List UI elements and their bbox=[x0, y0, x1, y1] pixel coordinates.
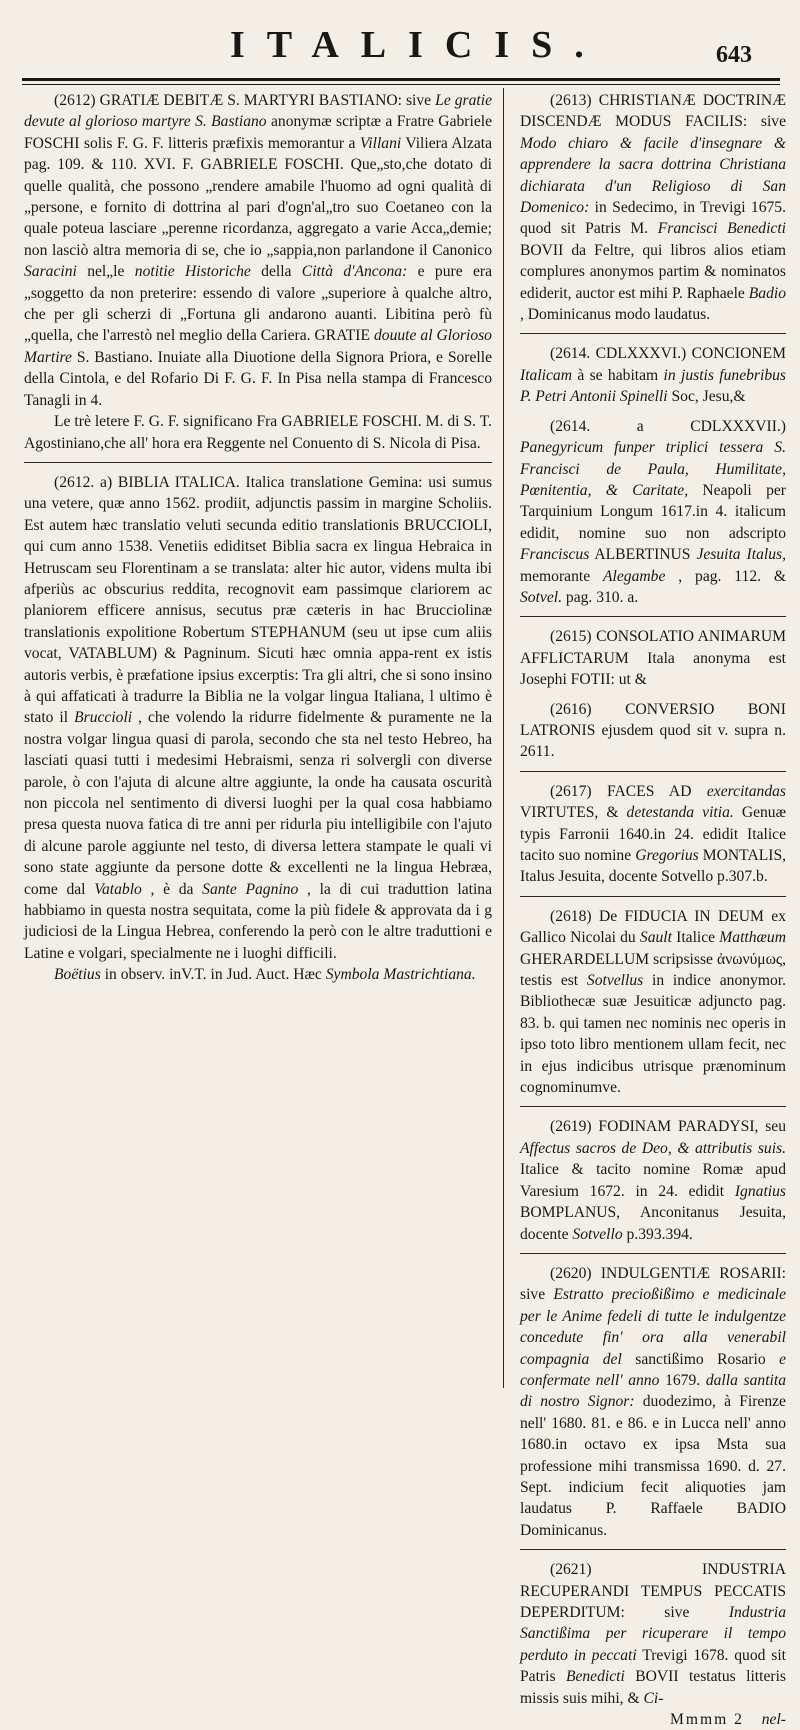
entry-2620: (2620) INDULGENTIÆ ROSARII: sive Estratto precioßißimo e medicinale per le Anime fedeli di tutte le indulgentze concedute fin' ora alla venerabil compagnia del sanctißimo Rosario e confermate nell' anno 1679. dalla santita di nostro Signor: duodezimo, à Firenze nell' 1680. 81. e 86. e in Lucca nell' anno 1680.in octavo ex ipsa Msta sua professione mihi transmissa 1690. d. 27. Sept. indicium fecit aliquoties jam laudatus P. Raffaele BADIO Dominicanus. bbox=[520, 1264, 787, 1539]
entry-2614: (2614. CDLXXXVI.) CONCIONEM Italicam à se habitam in justis funebribus P. Petri Antonii Spinelli Soc, Jesu,& bbox=[520, 345, 786, 406]
entry-divider bbox=[520, 616, 786, 617]
header-rule bbox=[22, 78, 780, 81]
entry-2617: (2617) FACES AD exercitandas VIRTUTES, & detestanda vitia. Genuæ typis Farronii 1640.in 24. edidit Italice tacito suo nomine Gregorius MONTALIS, Italus Jesuita, docente Sotvello p.307.b. bbox=[520, 782, 787, 886]
entry-number: (2619) bbox=[550, 1118, 592, 1136]
entry-number: (2621) bbox=[550, 1561, 592, 1579]
running-title: ITALICIS. bbox=[230, 24, 606, 66]
entry-note: Le trè letere F. G. F. significano Fra GABRIELE FOSCHI. M. di S. T. Agostiniano,che all' hora era Reggente nel Conuento di S. Nicola di Pisa. bbox=[24, 413, 492, 452]
entry-divider bbox=[520, 771, 786, 772]
entry-number: (2620) bbox=[550, 1264, 592, 1282]
entry-number: (2616) bbox=[550, 700, 592, 718]
entry-number: (2615) bbox=[550, 628, 592, 646]
entry-2612: (2612) GRATIÆ DEBITÆ S. MARTYRI BASTIANO: sive Le gratie devute al glorioso martyre S. Bastiano anonymæ scriptæ a Fratre Gabriele FOSCHI solis F. G. F. litteris præfixis memorantur a Villani Viliera Alzata pag. 109. & 110. XVI. F. GABRIELE FOSCHI. Que„sto,che dotato di quelle qualità, che possono „rendere amabile l'huomo ad ogni qualità di „persone, e fornito di dottrina al pari d'ogn'al„tro suo Coetaneo con la quale poteua lasciare „perenne ricordanza, aggregato a varie Acca„demie; non lasciò altra memoria di se, che io „sappia,non parlandone il Canonico Saracini nel„le notitie Historiche della Città d'Ancona: e pure era „soggetto da non preterire: essendo di valore „superiore à qualche altro, che per gli scherzi di „Fortuna gli andarono auanti. Libitina però fù „quella, che l'arrestò nel meglio della Cariera. GRATIE douute al Glorioso Martire S. Bastiano. Inuiate alla Diuotione della Signora Priora, e Sorelle della Cintola, e del Rofario Di F. G. F. In Pisa nella stampa di Francesco Tanagli in 4. Le trè letere F. G. F. significano Fra GABRIELE FOSCHI. M. di S. T. Agostiniano,che all' hora era Reggente nel Conuento di S. Nicola di Pisa. bbox=[24, 90, 492, 454]
entry-2614a: (2614. a CDLXXXVII.) Panegyricum funper triplici tessera S. Francisci de Paula, Humilitate, Pœnitentia, & Caritate, Neapoli per Tarquinium Longum 1617.in 4. italicum edidit, nomine suo non adscripto Franciscus ALBERTINUS Jesuita Italus, memorante Alegambe , pag. 112. & Sotvel. pag. 310. a. bbox=[520, 417, 786, 606]
column-divider bbox=[503, 88, 504, 1388]
entry-number: (2617) bbox=[550, 782, 592, 800]
right-column bbox=[520, 90, 786, 1730]
entry-2621: (2621) INDUSTRIA RECUPERANDI TEMPUS PECCATIS DEPERDITUM: sive Industria Sanctißima per ricuperare il tempo perduto in peccati Trevigi 1678. quod sit Patris Benedicti BOVII testatus litteris missis suis mihi, & Ci- Mmmm 2 nel- bbox=[520, 1559, 786, 1730]
entry-divider bbox=[520, 333, 786, 334]
entry-number: (2614. a bbox=[550, 417, 644, 435]
entry-2612a: (2612. a) BIBLIA ITALICA. Italica translatione Gemina: usi sumus una vetere, quæ anno 1562. prodiit, adjunctis passim in margine Scholiis. Est autem hæc translatio veluti secunda editio translationis BRUCCIOLI, qui cum anno 1538. Venetiis ediditset Biblia sacra ex lingua Hebraica in Hetruscam seu Florentinam a se translata: alter hic autor, videns multa ibi afperiùs ac obscurius reddita, recognovit eam passimque clariorem ac planiorem efficere annisus, secutus præ cæteris in hac Brucciolinæ translationis expolitione Robertum STEPHANUM (seu ut ipse cum aliis vocat, VATABLUM) & Pagninum. Sicuti hæc omnia appa-rent ex istis autoris verbis, è præfatione ipsius excerptis: Tra gli altri, che si sono insino à qui affaticati à tradurre la Biblia ne la volgar lingua Italiana, l ultimo è stato il Bruccioli , che volendo la ridurre fidelmente & puramente ne la nostra volgar lingua quasi di parola, secondo che sta nel testo Hebreo, ha lasciati quasi tutti i medesimi Hebraismi, senza ri solvergli con diverse parole, ò con l'ajuta di alcune altre aggiunte, la onde ha causata oscurità non piccola nel sentimento di diversi luoghi per la qual cosa habbiamo presa questa nuova fatica di tre anni per ridurla piu intelligibile con l'ajuto di alcune parole aggiunte nel testo, di diversa lettera stampate le quali vi sono state aggiunte da persone dotte & excellenti ne la lingua Hebræa, come dal Vatablo , è da Sante Pagnino , la di cui traduttion latina habbiamo in questa nostra sequitata, come la più fidele & approvata da i g judiciosi de la Lingua Hebrea, conferendo la però con le altre traduttioni e Latine e volgari, specialmente ne i luoghi difficili. Boëtius in observ. inV.T. in Jud. Auct. Hæc Symbola Mastrichtiana. bbox=[24, 473, 493, 984]
entry-2613: (2613) CHRISTIANÆ DOCTRINÆ DISCENDÆ MODUS FACILIS: sive Modo chiaro & facile d'insegnare & apprendere la sacra dottrina Christiana dichiarata d'un Religioso di San Domenico: in Sedecimo, in Trevigi 1675. quod sit Patris M. Francisci Benedicti BOVII da Feltre, qui libros alios etiam complures anonymos partim & nominatos ediderit, auctor est mihi P. Raphaele Badio , Dominicanus modo laudatus. bbox=[520, 92, 787, 324]
entry-divider bbox=[24, 462, 492, 463]
entry-2615: (2615) CONSOLATIO ANIMARUM AFFLICTARUM Itala anonyma est Josephi FOTII: ut & bbox=[520, 628, 786, 689]
entry-number: (2614. bbox=[550, 345, 591, 363]
page-footer bbox=[520, 1709, 786, 1730]
entry-2619: (2619) FODINAM PARADYSI, seu Affectus sacros de Deo, & attributis suis. Italice & tacito nomine Romæ apud Varesium 1672. in 24. edidit Ignatius BOMPLANUS, Anconitanus Jesuita, docente Sotvello p.393.394. bbox=[520, 1118, 787, 1243]
header-rule-thin bbox=[22, 84, 780, 85]
signature-mark: Mmmm 2 bbox=[670, 1711, 744, 1729]
entry-number: (2613) bbox=[550, 92, 592, 109]
entry-2616: (2616) CONVERSIO BONI LATRONIS ejusdem quod sit v. supra n. 2611. bbox=[520, 700, 786, 761]
left-column bbox=[24, 90, 492, 986]
entry-number: (2618) bbox=[550, 907, 592, 925]
entry-2618: (2618) De FIDUCIA IN DEUM ex Gallico Nicolai du Sault Italice Matthæum GHERARDELLUM scripsisse ἀνωνύμως, testis est Sotvellus in indice anonymor. Bibliothecæ suæ Jesuiticæ adjuncto pag. 83. b. qui tamen nec nominis nec operis in ipso toto libro mentionem ullam fecit, nec in ejus indicibus utrisque prænominum cognominumve. bbox=[520, 907, 786, 1097]
catchword: nel- bbox=[761, 1711, 786, 1729]
entry-number: (2612. a) bbox=[54, 473, 113, 491]
running-header bbox=[0, 22, 800, 76]
entry-divider bbox=[520, 1549, 786, 1550]
entry-divider bbox=[520, 1106, 786, 1107]
entry-divider bbox=[520, 896, 786, 897]
page-number: 643 bbox=[716, 42, 752, 68]
entry-number: (2612) bbox=[54, 92, 96, 109]
entry-divider bbox=[520, 1253, 786, 1254]
